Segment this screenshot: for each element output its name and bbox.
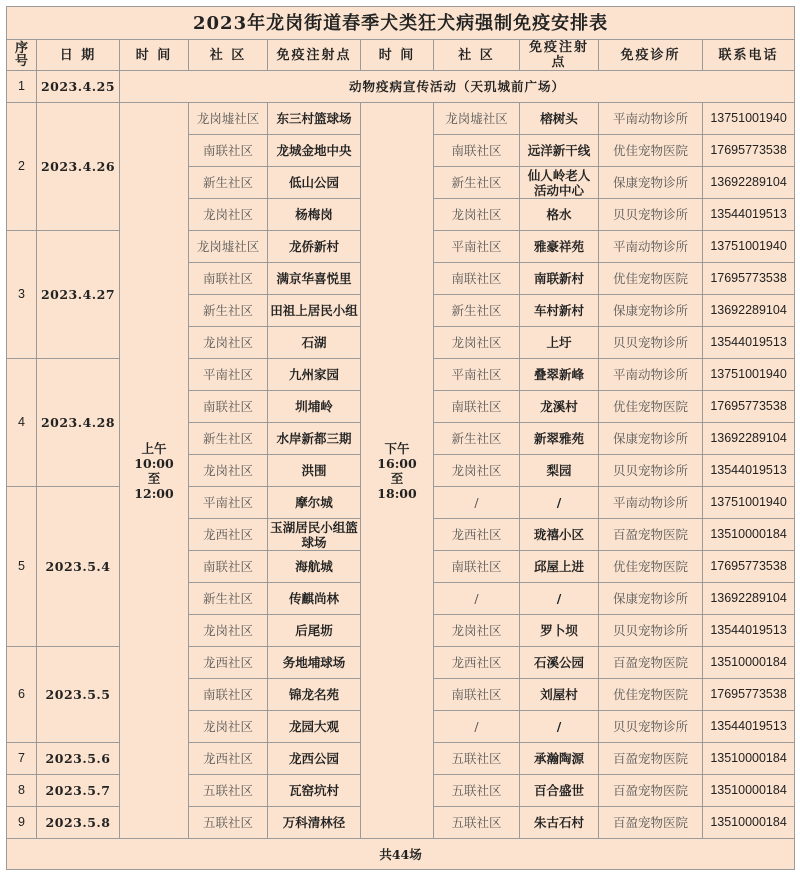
pm-site: 罗卜坝 <box>520 615 599 647</box>
am-community: 五联社区 <box>189 775 268 807</box>
row-seq: 3 <box>7 231 37 359</box>
morning-label: 上午 <box>141 440 167 456</box>
am-community: 龙岗社区 <box>189 199 268 231</box>
am-site: 圳埔岭 <box>268 391 361 423</box>
row-date: 2023.4.26 <box>37 103 120 231</box>
pm-community: 龙岗社区 <box>434 615 520 647</box>
phone: 13544019513 <box>703 455 795 487</box>
phone: 13751001940 <box>703 103 795 135</box>
pm-community: 龙西社区 <box>434 647 520 679</box>
phone: 13692289104 <box>703 167 795 199</box>
am-site: 田祖上居民小组 <box>268 295 361 327</box>
phone: 17695773538 <box>703 391 795 423</box>
pm-site: 仙人岭老人活动中心 <box>520 167 599 199</box>
clinic: 优佳宠物医院 <box>599 551 703 583</box>
am-site: 满京华喜悦里 <box>268 263 361 295</box>
clinic: 优佳宠物医院 <box>599 391 703 423</box>
pm-community: 新生社区 <box>434 423 520 455</box>
morning-end: 12:00 <box>134 485 174 501</box>
header-row <box>7 40 795 71</box>
am-community: 龙西社区 <box>189 743 268 775</box>
am-site: 摩尔城 <box>268 487 361 519</box>
am-community: 平南社区 <box>189 359 268 391</box>
am-community: 龙岗社区 <box>189 711 268 743</box>
morning-start: 10:00 <box>134 455 174 471</box>
pm-site: / <box>520 583 599 615</box>
pm-community: 平南社区 <box>434 359 520 391</box>
row-date: 2023.4.25 <box>37 71 120 103</box>
row-seq: 7 <box>7 743 37 775</box>
header-date: 日 期 <box>37 40 120 71</box>
row-seq: 4 <box>7 359 37 487</box>
am-community: 南联社区 <box>189 135 268 167</box>
clinic: 百盈宠物医院 <box>599 743 703 775</box>
phone: 13544019513 <box>703 199 795 231</box>
pm-site: 上圩 <box>520 327 599 359</box>
table-row <box>7 103 795 135</box>
row-seq: 1 <box>7 71 37 103</box>
am-community: 平南社区 <box>189 487 268 519</box>
pm-community: 南联社区 <box>434 263 520 295</box>
am-community: 龙岗社区 <box>189 615 268 647</box>
am-site: 瓦窑坑村 <box>268 775 361 807</box>
pm-community: 南联社区 <box>434 135 520 167</box>
clinic: 平南动物诊所 <box>599 103 703 135</box>
pm-site: 龙溪村 <box>520 391 599 423</box>
phone: 17695773538 <box>703 263 795 295</box>
pm-community: 南联社区 <box>434 551 520 583</box>
pm-site: 远洋新干线 <box>520 135 599 167</box>
afternoon-to: 至 <box>390 470 404 486</box>
pm-community: 新生社区 <box>434 167 520 199</box>
pm-community: 龙岗社区 <box>434 327 520 359</box>
clinic: 优佳宠物医院 <box>599 135 703 167</box>
am-site: 锦龙名苑 <box>268 679 361 711</box>
pm-community: 五联社区 <box>434 775 520 807</box>
pm-site: 承瀚陶源 <box>520 743 599 775</box>
phone: 17695773538 <box>703 551 795 583</box>
row-date: 2023.4.28 <box>37 359 120 487</box>
page-title: 2023年龙岗街道春季犬类狂犬病强制免疫安排表 <box>7 7 795 40</box>
am-community: 龙岗墟社区 <box>189 103 268 135</box>
total-row <box>7 839 795 870</box>
pm-site: 百合盛世 <box>520 775 599 807</box>
pm-site: 邱屋上进 <box>520 551 599 583</box>
row-date: 2023.5.4 <box>37 487 120 647</box>
pm-community: / <box>434 487 520 519</box>
clinic: 平南动物诊所 <box>599 487 703 519</box>
pm-site: 榕树头 <box>520 103 599 135</box>
pm-community: 五联社区 <box>434 807 520 839</box>
header-site-am: 免疫注射点 <box>268 40 361 71</box>
clinic: 贝贝宠物诊所 <box>599 327 703 359</box>
am-community: 龙岗墟社区 <box>189 231 268 263</box>
phone: 17695773538 <box>703 679 795 711</box>
am-site: 龙西公园 <box>268 743 361 775</box>
clinic: 优佳宠物医院 <box>599 679 703 711</box>
pm-site: 叠翠新峰 <box>520 359 599 391</box>
pm-site: 雅豪祥苑 <box>520 231 599 263</box>
row-seq: 6 <box>7 647 37 743</box>
phone: 13510000184 <box>703 647 795 679</box>
header-time-am: 时 间 <box>120 40 189 71</box>
am-site: 水岸新都三期 <box>268 423 361 455</box>
am-site: 九州家园 <box>268 359 361 391</box>
schedule-table <box>6 6 795 870</box>
header-seq: 序号 <box>7 40 37 71</box>
header-time-pm: 时 间 <box>361 40 434 71</box>
clinic: 百盈宠物医院 <box>599 807 703 839</box>
clinic: 贝贝宠物诊所 <box>599 199 703 231</box>
clinic: 保康宠物诊所 <box>599 423 703 455</box>
pm-site: 珑禧小区 <box>520 519 599 551</box>
am-site: 传麒尚林 <box>268 583 361 615</box>
am-site: 龙侨新村 <box>268 231 361 263</box>
morning-to: 至 <box>147 470 161 486</box>
clinic: 百盈宠物医院 <box>599 647 703 679</box>
am-site: 玉湖居民小组篮球场 <box>268 519 361 551</box>
pm-site: 石溪公园 <box>520 647 599 679</box>
header-community-am: 社 区 <box>189 40 268 71</box>
pm-community: 龙岗社区 <box>434 199 520 231</box>
am-site: 低山公园 <box>268 167 361 199</box>
row-seq: 5 <box>7 487 37 647</box>
phone: 13751001940 <box>703 487 795 519</box>
pm-community: 南联社区 <box>434 391 520 423</box>
pm-community: 新生社区 <box>434 295 520 327</box>
am-site: 万科清林径 <box>268 807 361 839</box>
pm-site: 车村新村 <box>520 295 599 327</box>
phone: 13692289104 <box>703 423 795 455</box>
clinic: 百盈宠物医院 <box>599 519 703 551</box>
am-site: 龙园大观 <box>268 711 361 743</box>
clinic: 保康宠物诊所 <box>599 583 703 615</box>
am-community: 新生社区 <box>189 583 268 615</box>
phone: 17695773538 <box>703 135 795 167</box>
pm-site: / <box>520 711 599 743</box>
am-community: 龙岗社区 <box>189 327 268 359</box>
phone: 13510000184 <box>703 743 795 775</box>
row-date: 2023.5.7 <box>37 775 120 807</box>
pm-site: 新翠雅苑 <box>520 423 599 455</box>
pm-community: 龙岗社区 <box>434 455 520 487</box>
header-clinic: 免疫诊所 <box>599 40 703 71</box>
phone: 13692289104 <box>703 295 795 327</box>
pm-site: 南联新村 <box>520 263 599 295</box>
phone: 13510000184 <box>703 519 795 551</box>
pm-site: 梨园 <box>520 455 599 487</box>
pm-community: 南联社区 <box>434 679 520 711</box>
pm-site: 朱古石村 <box>520 807 599 839</box>
phone: 13692289104 <box>703 583 795 615</box>
am-community: 龙西社区 <box>189 647 268 679</box>
phone: 13544019513 <box>703 327 795 359</box>
title-row <box>7 7 795 40</box>
afternoon-start: 16:00 <box>377 455 417 471</box>
table-row <box>7 71 795 103</box>
phone: 13544019513 <box>703 615 795 647</box>
clinic: 平南动物诊所 <box>599 359 703 391</box>
pm-site: 刘屋村 <box>520 679 599 711</box>
am-site: 石湖 <box>268 327 361 359</box>
afternoon-time <box>361 103 434 839</box>
pm-community: 五联社区 <box>434 743 520 775</box>
pm-community: 龙西社区 <box>434 519 520 551</box>
row-seq: 8 <box>7 775 37 807</box>
row-date: 2023.5.6 <box>37 743 120 775</box>
am-site: 龙城金地中央 <box>268 135 361 167</box>
pm-site: 格水 <box>520 199 599 231</box>
clinic: 平南动物诊所 <box>599 231 703 263</box>
pm-community: / <box>434 711 520 743</box>
am-site: 后尾坜 <box>268 615 361 647</box>
phone: 13510000184 <box>703 807 795 839</box>
am-site: 海航城 <box>268 551 361 583</box>
am-community: 南联社区 <box>189 679 268 711</box>
row-seq: 9 <box>7 807 37 839</box>
pm-site: / <box>520 487 599 519</box>
total-count: 共44场 <box>7 839 795 870</box>
morning-time <box>120 103 189 839</box>
am-site: 东三村篮球场 <box>268 103 361 135</box>
clinic: 贝贝宠物诊所 <box>599 455 703 487</box>
phone: 13544019513 <box>703 711 795 743</box>
phone: 13510000184 <box>703 775 795 807</box>
clinic: 贝贝宠物诊所 <box>599 711 703 743</box>
clinic: 优佳宠物医院 <box>599 263 703 295</box>
pm-community: 龙岗墟社区 <box>434 103 520 135</box>
row-date: 2023.5.8 <box>37 807 120 839</box>
clinic: 保康宠物诊所 <box>599 167 703 199</box>
am-site: 务地埔球场 <box>268 647 361 679</box>
header-site-pm: 免疫注射点 <box>520 40 599 71</box>
am-community: 南联社区 <box>189 551 268 583</box>
am-community: 龙西社区 <box>189 519 268 551</box>
header-phone: 联系电话 <box>703 40 795 71</box>
row-date: 2023.4.27 <box>37 231 120 359</box>
row-seq: 2 <box>7 103 37 231</box>
phone: 13751001940 <box>703 231 795 263</box>
am-community: 新生社区 <box>189 423 268 455</box>
clinic: 贝贝宠物诊所 <box>599 615 703 647</box>
clinic: 百盈宠物医院 <box>599 775 703 807</box>
pm-community: / <box>434 583 520 615</box>
am-community: 龙岗社区 <box>189 455 268 487</box>
am-community: 五联社区 <box>189 807 268 839</box>
clinic: 保康宠物诊所 <box>599 295 703 327</box>
am-community: 南联社区 <box>189 263 268 295</box>
header-community-pm: 社 区 <box>434 40 520 71</box>
am-site: 洪围 <box>268 455 361 487</box>
am-community: 新生社区 <box>189 167 268 199</box>
row-date: 2023.5.5 <box>37 647 120 743</box>
am-community: 新生社区 <box>189 295 268 327</box>
afternoon-label: 下午 <box>384 440 410 456</box>
phone: 13751001940 <box>703 359 795 391</box>
am-community: 南联社区 <box>189 391 268 423</box>
pm-community: 平南社区 <box>434 231 520 263</box>
am-site: 杨梅岗 <box>268 199 361 231</box>
afternoon-end: 18:00 <box>377 485 417 501</box>
event-cell: 动物疫病宣传活动（天玑城前广场） <box>120 71 795 103</box>
